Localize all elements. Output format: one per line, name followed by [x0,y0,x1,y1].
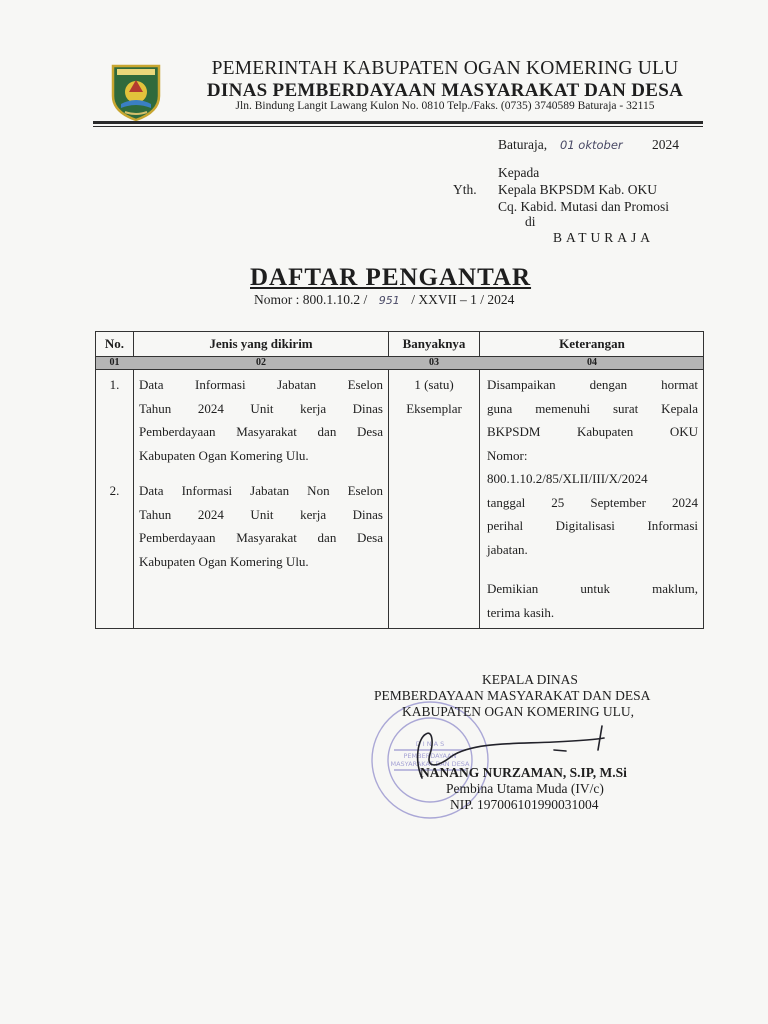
quantity-line: 1 (satu) [414,377,454,392]
remarks-line: Nomor: [487,447,528,463]
item-line: Pemberdayaan Masyarakat dan Desa [139,424,383,439]
date-year: 2024 [652,137,679,152]
date-handwritten: 01 oktober [560,138,623,152]
remarks-line: jabatan. [487,541,528,557]
closing-line: terima kasih. [487,604,555,620]
letterhead-government: PEMERINTAH KABUPATEN OGAN KOMERING ULU [211,58,679,79]
nomor-prefix: Nomor : 800.1.10.2 / [254,292,368,307]
recipient-yth: Yth. [453,182,477,197]
item-line: Data Informasi Jabatan Eselon [139,377,383,392]
table-divider [133,332,134,628]
letterhead-agency: DINAS PEMBERDAYAAN MASYARAKAT DAN DESA [206,80,684,101]
svg-text:D I N A S: D I N A S [415,740,445,748]
header-no: No. [104,336,125,351]
item-description [139,479,383,573]
recipient-di: di [525,214,536,229]
remarks-line: Disampaikan dengan hormat [487,377,698,392]
shipment-table [95,331,704,629]
item-description [139,373,383,467]
item-line: Data Informasi Jabatan Non Eselon [139,483,383,498]
remarks-line: 800.1.10.2/85/XLII/III/X/2024 [487,471,648,486]
recipient-line1: Kepala BKPSDM Kab. OKU [498,182,657,197]
recipient-kepada: Kepada [498,165,540,180]
svg-text:MASYARAKAT DAN DESA: MASYARAKAT DAN DESA [390,760,470,768]
header-jenis: Jenis yang dikirim [209,336,313,351]
remarks [487,373,698,561]
signatory-agency: PEMBERDAYAAN MASYARAKAT DAN DESA [374,688,651,703]
document-number [254,292,514,308]
header-keterangan: Keterangan [559,336,625,351]
letterhead-rule-thin [93,126,703,127]
recipient-line2: Cq. Kabid. Mutasi dan Promosi [498,199,669,214]
remarks-line: tanggal 25 September 2024 [487,494,698,510]
nomor-handwritten: 951 [378,294,400,307]
quantity-line: Eksemplar [406,400,462,416]
letterhead-rule-thick [93,121,703,124]
column-number: 04 [587,357,597,368]
item-number: 2. [109,483,120,498]
signatory-nip: NIP. 197006101990031004 [450,797,599,812]
item-number: 1. [109,377,120,392]
column-number: 02 [256,357,266,368]
item-line: Tahun 2024 Unit kerja Dinas [139,400,383,416]
letter-date [498,137,679,153]
signatory-title: KEPALA DINAS [482,672,578,687]
header-banyaknya: Banyaknya [402,336,466,351]
signatory-regency: KABUPATEN OGAN KOMERING ULU, [402,704,635,719]
item-line: Kabupaten Ogan Komering Ulu. [139,553,309,569]
item-line: Pemberdayaan Masyarakat dan Desa [139,530,383,545]
item-line: Kabupaten Ogan Komering Ulu. [139,447,309,463]
item-line: Tahun 2024 Unit kerja Dinas [139,506,383,522]
quantity [389,373,479,420]
letterhead-address: Jln. Bindung Langit Lawang Kulon No. 0810 Telp./Faks. (0735) 3740589 Baturaja - 32115 [235,100,655,112]
remarks-line: BKPSDM Kabupaten OKU [487,424,698,439]
table-divider [479,332,480,628]
regency-emblem-icon [109,62,163,122]
column-number: 03 [429,357,439,368]
table-divider [96,369,703,370]
signatory-name: NANANG NURZAMAN, S.IP, M.Si [420,765,627,780]
remarks-line: guna memenuhi surat Kepala [487,400,698,416]
svg-text:PEMBERDAYAAN: PEMBERDAYAAN [403,752,457,760]
remarks-closing [487,577,698,624]
recipient-place: BATURAJA [553,230,655,245]
document-title: DAFTAR PENGANTAR [250,264,532,291]
signatory-rank: Pembina Utama Muda (IV/c) [446,781,604,796]
remarks-line: perihal Digitalisasi Informasi [487,518,698,533]
date-city: Baturaja, [498,137,548,152]
column-number: 01 [109,357,120,368]
closing-line: Demikian untuk maklum, [487,581,698,596]
nomor-suffix: / XXVII – 1 / 2024 [411,292,515,307]
